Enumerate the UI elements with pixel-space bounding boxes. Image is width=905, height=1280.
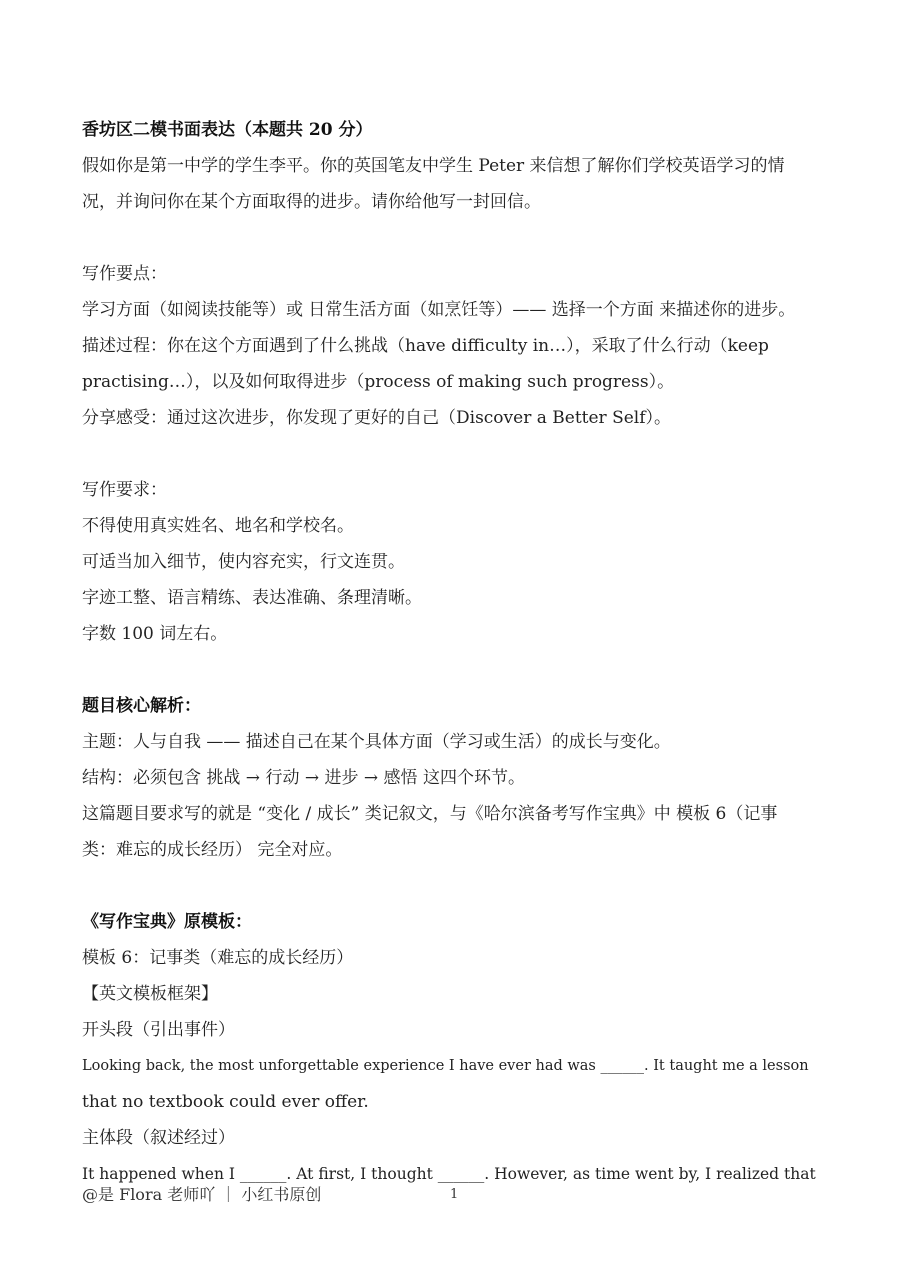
requirement-line: 字迹工整、语言精练、表达准确、条理清晰。: [82, 588, 422, 608]
opening-paragraph-text: that no textbook could ever offer.: [82, 1092, 369, 1112]
requirement-line: 可适当加入细节，使内容充实，行文连贯。: [82, 552, 405, 572]
opening-paragraph-text: Looking back, the most unforgettable experience I have ever had was ______. It taught me a lesson: [82, 1058, 809, 1074]
section-spacer: [82, 868, 826, 904]
writing-point-line: 描述过程：你在这个方面遇到了什么挑战（have difficulty in…），采取了什么行动（keep: [82, 336, 769, 356]
analysis-line: 结构：必须包含 挑战 → 行动 → 进步 → 感悟 这四个环节。: [82, 768, 525, 788]
page-title: 香坊区二模书面表达（本题共 20 分）: [82, 120, 373, 140]
section-spacer: [82, 652, 826, 688]
section-spacer: [82, 220, 826, 256]
intro-line-1: 假如你是第一中学的学生李平。你的英国笔友中学生 Peter 来信想了解你们学校英语学习的情: [82, 156, 785, 176]
analysis-heading: 题目核心解析：: [82, 696, 201, 716]
template-subtitle: 模板 6：记事类（难忘的成长经历）: [82, 948, 354, 968]
intro-line-2: 况，并询问你在某个方面取得的进步。请你给他写一封回信。: [82, 192, 541, 212]
section-spacer: [82, 436, 826, 472]
writing-point-line: 学习方面（如阅读技能等）或 日常生活方面（如烹饪等）—— 选择一个方面 来描述你的进步。: [82, 300, 796, 320]
document-page: [82, 112, 826, 1192]
body-paragraph-text: It happened when I ______. At first, I thought ______. However, as time went by, I realized that: [82, 1165, 816, 1183]
requirement-line: 不得使用真实姓名、地名和学校名。: [82, 516, 354, 536]
writing-points-heading: 写作要点：: [82, 264, 167, 284]
writing-point-line: practising…），以及如何取得进步（process of making such progress）。: [82, 372, 675, 392]
writing-requirements-heading: 写作要求：: [82, 480, 167, 500]
opening-paragraph-label: 开头段（引出事件）: [82, 1020, 235, 1040]
analysis-line: 主题：人与自我 —— 描述自己在某个具体方面（学习或生活）的成长与变化。: [82, 732, 671, 752]
author-credit: @是 Flora 老师吖 ｜ 小红书原创: [82, 1185, 322, 1204]
writing-point-line: 分享感受：通过这次进步，你发现了更好的自己（Discover a Better Self）。: [82, 408, 672, 428]
template-heading: 《写作宝典》原模板：: [82, 912, 252, 932]
analysis-line: 这篇题目要求写的就是 “变化 / 成长” 类记叙文，与《哈尔滨备考写作宝典》中 模板 6（记事: [82, 804, 778, 824]
requirement-line: 字数 100 词左右。: [82, 624, 228, 644]
body-paragraph-label: 主体段（叙述经过）: [82, 1128, 235, 1148]
template-frame-label: 【英文模板框架】: [82, 984, 218, 1004]
analysis-line: 类：难忘的成长经历） 完全对应。: [82, 840, 343, 860]
page-number: 1: [450, 1187, 459, 1202]
